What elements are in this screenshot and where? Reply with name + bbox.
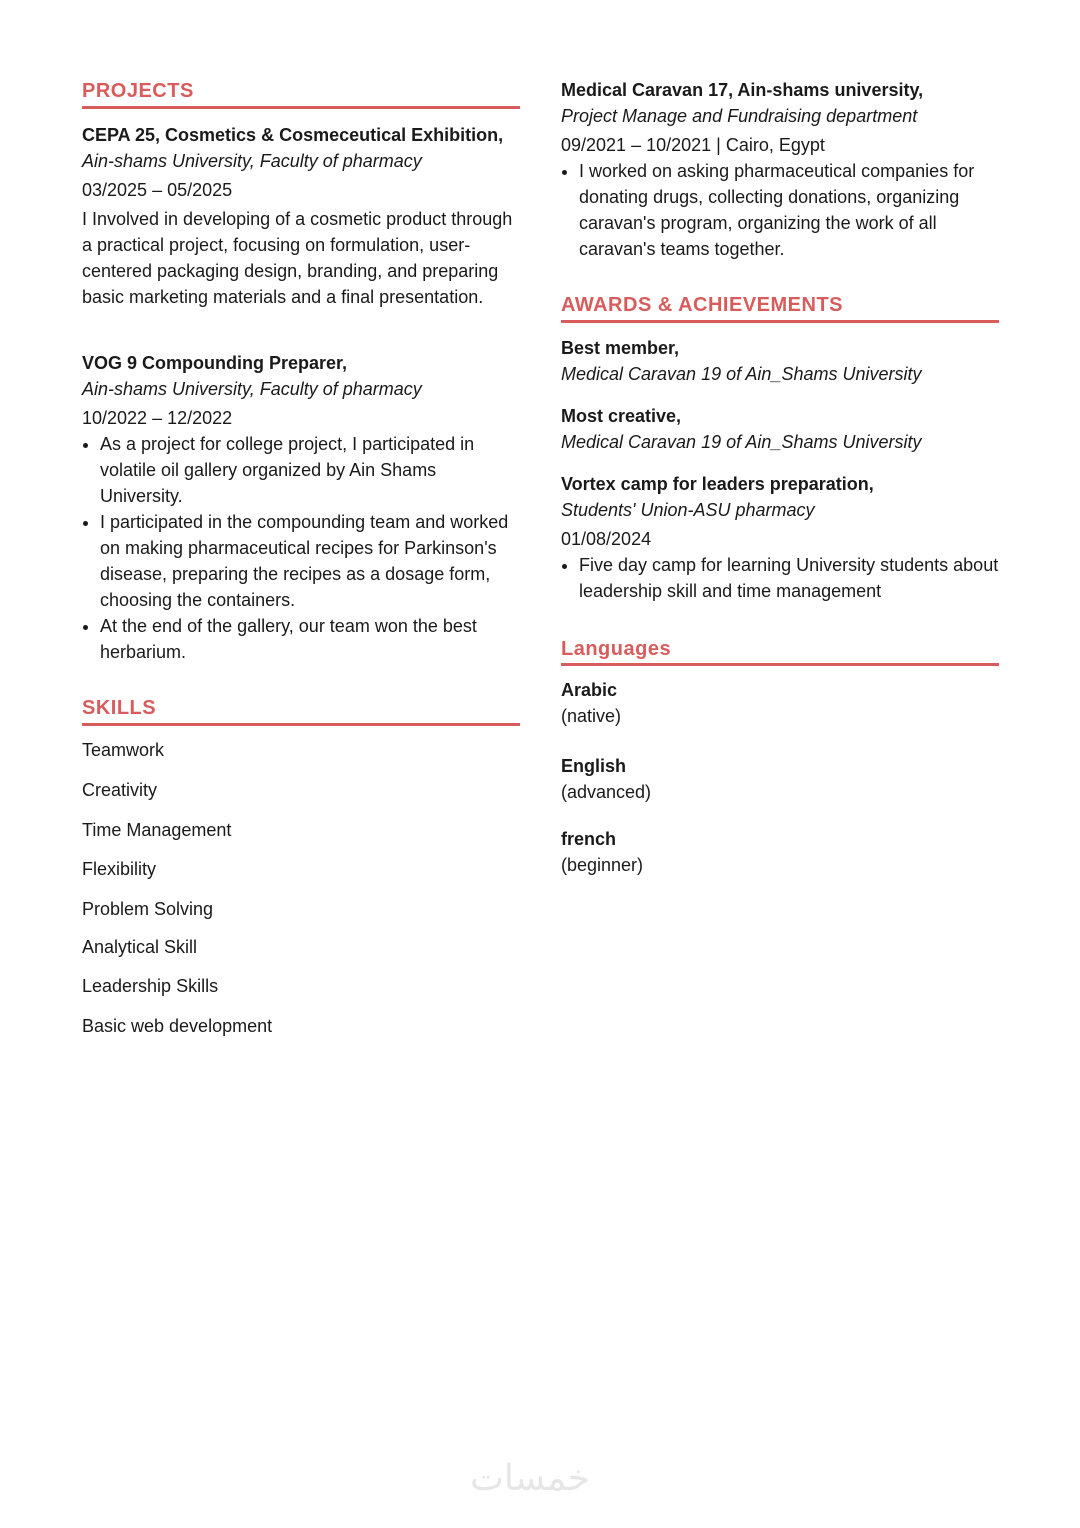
divider xyxy=(82,106,520,109)
bullet-item: • I participated in the compounding team and worked on making pharmaceutical recipes for Parkinson's disease, preparing the recipes as a dosage form, choosing the containers. xyxy=(100,509,522,613)
entry-org: Medical Caravan 19 of Ain_Shams University xyxy=(561,432,922,452)
watermark-logo: خمسات xyxy=(470,1458,591,1499)
language-level: (native) xyxy=(561,706,622,726)
section-heading-languages: Languages xyxy=(561,638,672,660)
award-entry xyxy=(561,403,1001,455)
language-name: french xyxy=(561,829,617,849)
entry-bullets xyxy=(82,431,522,665)
entry-org: Ain-shams University, Faculty of pharmacy xyxy=(82,379,422,399)
bullet-item: • I worked on asking pharmaceutical companies for donating drugs, collecting donations, organizing caravan's program, organizing the work of all caravan's teams together. xyxy=(579,158,1001,262)
language-item xyxy=(561,677,1001,729)
skill-item: Problem Solving xyxy=(82,899,214,919)
language-level: (advanced) xyxy=(561,782,652,802)
entry-org: Medical Caravan 19 of Ain_Shams University xyxy=(561,364,922,384)
entry-title: Best member, xyxy=(561,338,680,358)
entry-org: Ain-shams University, Faculty of pharmacy xyxy=(82,151,422,171)
entry-date: 01/08/2024 xyxy=(561,529,652,549)
project-entry xyxy=(82,122,522,310)
divider xyxy=(561,320,999,323)
language-name: Arabic xyxy=(561,680,618,700)
skill-item: Teamwork xyxy=(82,740,165,760)
entry-date: 03/2025 – 05/2025 xyxy=(82,180,233,200)
skill-item: Creativity xyxy=(82,780,158,800)
language-item xyxy=(561,826,1001,878)
entry-bullets xyxy=(561,158,1001,262)
award-entry xyxy=(561,335,1001,387)
project-entry xyxy=(82,350,522,665)
section-heading-skills: SKILLS xyxy=(82,697,157,719)
entry-title: Most creative, xyxy=(561,406,682,426)
divider xyxy=(561,663,999,666)
entry-title: Medical Caravan 17, Ain-shams university, xyxy=(561,80,924,100)
divider xyxy=(82,723,520,726)
project-entry xyxy=(561,77,1001,262)
entry-date: 09/2021 – 10/2021 | Cairo, Egypt xyxy=(561,135,825,155)
entry-title: Vortex camp for leaders preparation, xyxy=(561,474,874,494)
skill-item: Analytical Skill xyxy=(82,937,198,957)
entry-title: CEPA 25, Cosmetics & Cosmeceutical Exhibition, xyxy=(82,125,504,145)
skill-item: Flexibility xyxy=(82,859,157,879)
section-heading-projects: PROJECTS xyxy=(82,80,194,102)
section-heading-awards: AWARDS & ACHIEVEMENTS xyxy=(561,294,844,316)
entry-org: Students' Union-ASU pharmacy xyxy=(561,500,815,520)
language-level: (beginner) xyxy=(561,855,644,875)
entry-org: Project Manage and Fundraising department xyxy=(561,106,918,126)
skill-item: Leadership Skills xyxy=(82,976,219,996)
award-entry xyxy=(561,471,1001,604)
language-item xyxy=(561,753,1001,805)
bullet-item: • Five day camp for learning University students about leadership skill and time management xyxy=(579,552,1001,604)
language-name: English xyxy=(561,756,627,776)
entry-date: 10/2022 – 12/2022 xyxy=(82,408,233,428)
skill-item: Time Management xyxy=(82,820,232,840)
bullet-item: • As a project for college project, I participated in volatile oil gallery organized by Ain Shams University. xyxy=(100,431,522,509)
entry-title: VOG 9 Compounding Preparer, xyxy=(82,353,348,373)
entry-bullets xyxy=(561,552,1001,604)
skill-item: Basic web development xyxy=(82,1016,273,1036)
bullet-item: • At the end of the gallery, our team won the best herbarium. xyxy=(100,613,522,665)
entry-description: I Involved in developing of a cosmetic product through a practical project, focusing on formulation, user-centered packaging design, branding, and preparing basic marketing materials and a final presentation. xyxy=(82,209,513,307)
